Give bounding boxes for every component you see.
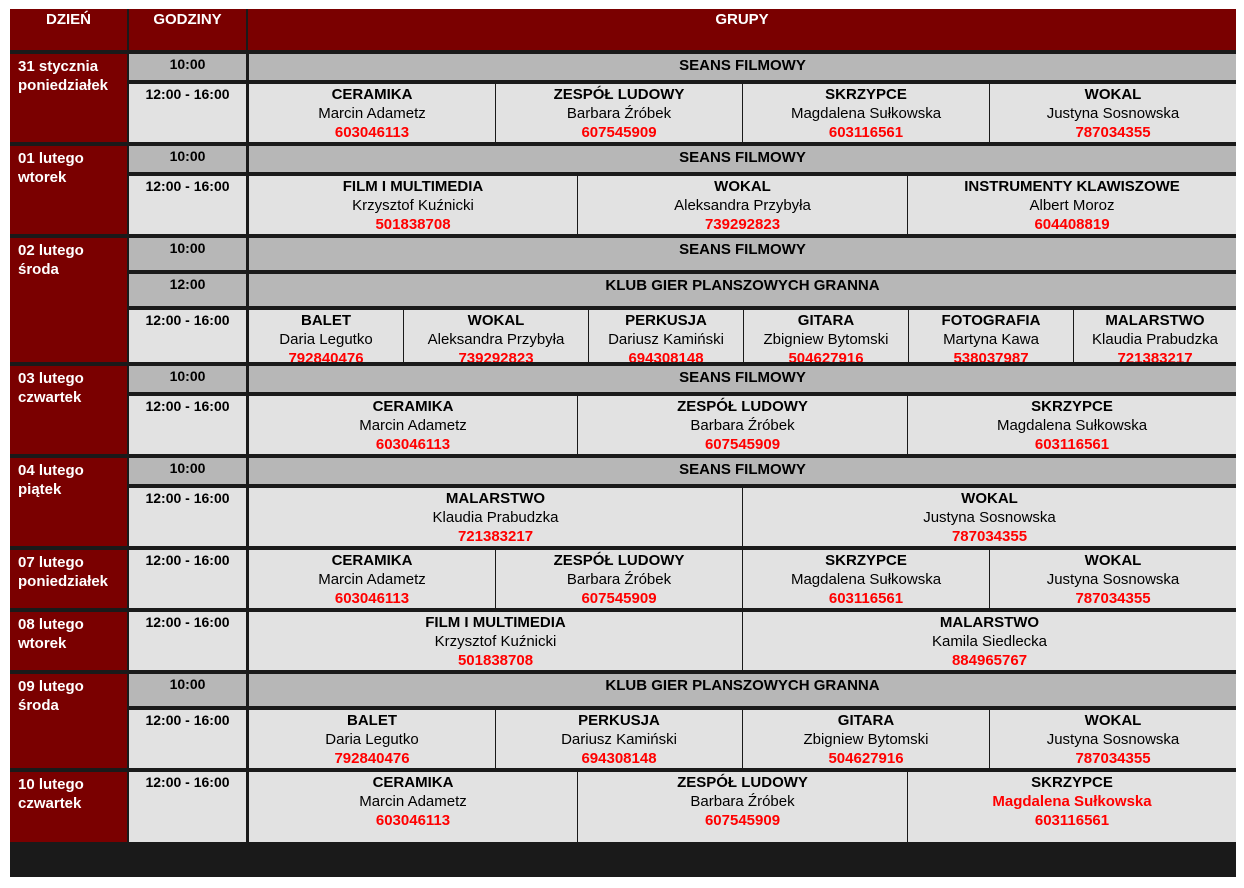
group-cell	[496, 550, 742, 608]
schedule-table	[10, 9, 1236, 877]
phone-number: 603116561	[828, 590, 904, 607]
instructor-name: Klaudia Prabudzka	[1092, 331, 1218, 348]
phone-number: 501838708	[375, 216, 451, 233]
instructor-name: Krzysztof Kuźnicki	[352, 197, 474, 214]
group-title: WOKAL	[714, 178, 771, 195]
day-date: 31 stycznia	[18, 58, 99, 75]
group-title: GITARA	[837, 712, 895, 729]
instructor-name: Daria Legutko	[279, 331, 373, 348]
phone-number: 603116561	[828, 124, 904, 141]
instructor-name: Zbigniew Bytomski	[803, 731, 929, 748]
day-cell	[10, 146, 127, 234]
instructor-name: Dariusz Kamiński	[561, 731, 677, 748]
time-cell: 10:00	[129, 366, 246, 392]
group-title: ZESPÓŁ LUDOWY	[553, 86, 685, 103]
event-full-row: SEANS FILMOWY	[249, 366, 1236, 392]
phone-number: 603046113	[375, 436, 451, 453]
day-cell	[10, 550, 127, 608]
day-date: 04 lutego	[18, 462, 84, 479]
day-cell	[10, 238, 127, 362]
group-cell	[908, 176, 1236, 234]
group-title: FILM I MULTIMEDIA	[342, 178, 484, 195]
time-cell: 10:00	[129, 458, 246, 484]
group-cell	[1074, 310, 1236, 362]
time-cell: 12:00 - 16:00	[129, 176, 246, 234]
group-cell	[909, 310, 1073, 362]
group-title: ZESPÓŁ LUDOWY	[677, 774, 808, 791]
phone-number: 603046113	[334, 590, 410, 607]
day-weekday: czwartek	[18, 795, 82, 812]
phone-number: 792840476	[288, 350, 364, 362]
time-cell: 10:00	[129, 54, 246, 80]
group-title: CERAMIKA	[331, 86, 413, 103]
group-cell	[249, 310, 403, 362]
group-cell	[249, 396, 577, 454]
phone-number: 604408819	[1034, 216, 1110, 233]
instructor-name: Aleksandra Przybyła	[427, 331, 565, 348]
group-cell	[249, 84, 495, 142]
group-cell	[990, 84, 1236, 142]
instructor-name: Barbara Źróbek	[566, 571, 672, 588]
phone-number: 884965767	[951, 652, 1028, 669]
group-cell	[249, 550, 495, 608]
instructor-name: Barbara Źróbek	[690, 793, 795, 810]
day-weekday: piątek	[18, 481, 62, 498]
group-cell	[249, 612, 742, 670]
instructor-name: Magdalena Sułkowska	[992, 793, 1152, 810]
group-cell	[249, 488, 742, 546]
group-title: SKRZYPCE	[1031, 398, 1113, 415]
group-title: SKRZYPCE	[1031, 774, 1113, 791]
phone-number: 721383217	[1117, 350, 1193, 362]
phone-number: 787034355	[1075, 750, 1151, 767]
group-cell	[743, 550, 989, 608]
group-title: MALARSTWO	[445, 490, 546, 507]
instructor-name: Martyna Kawa	[943, 331, 1039, 348]
group-cell	[908, 396, 1236, 454]
phone-number: 603046113	[375, 812, 451, 829]
phone-number: 694308148	[628, 350, 704, 362]
event-full-row: KLUB GIER PLANSZOWYCH GRANNA	[249, 674, 1236, 706]
group-cell	[743, 488, 1236, 546]
group-cell	[404, 310, 588, 362]
instructor-name: Magdalena Sułkowska	[790, 105, 942, 122]
group-cell	[744, 310, 908, 362]
time-cell: 10:00	[129, 674, 246, 706]
group-title: WOKAL	[1084, 552, 1142, 569]
group-title: ZESPÓŁ LUDOWY	[677, 398, 808, 415]
time-cell: 12:00 - 16:00	[129, 550, 246, 608]
time-cell: 12:00 - 16:00	[129, 488, 246, 546]
phone-number: 787034355	[1075, 590, 1151, 607]
instructor-name: Marcin Adametz	[318, 571, 426, 588]
instructor-name: Marcin Adametz	[359, 417, 467, 434]
instructor-name: Marcin Adametz	[359, 793, 467, 810]
phone-number: 787034355	[951, 528, 1028, 545]
group-title: WOKAL	[961, 490, 1018, 507]
phone-number: 504627916	[788, 350, 864, 362]
event-full-row: KLUB GIER PLANSZOWYCH GRANNA	[249, 274, 1236, 306]
day-weekday: poniedziałek	[18, 573, 109, 590]
day-weekday: środa	[18, 261, 59, 278]
time-cell: 12:00	[129, 274, 246, 306]
day-weekday: wtorek	[18, 635, 67, 652]
group-title: PERKUSJA	[578, 712, 660, 729]
group-title: CERAMIKA	[331, 552, 413, 569]
instructor-name: Justyna Sosnowska	[1046, 731, 1180, 748]
group-title: ZESPÓŁ LUDOWY	[553, 552, 685, 569]
instructor-name: Magdalena Sułkowska	[996, 417, 1148, 434]
instructor-name: Justyna Sosnowska	[1046, 571, 1180, 588]
day-date: 08 lutego	[18, 616, 84, 633]
phone-number: 603046113	[334, 124, 410, 141]
instructor-name: Dariusz Kamiński	[608, 331, 724, 348]
day-weekday: czwartek	[18, 389, 82, 406]
day-weekday: środa	[18, 697, 59, 714]
phone-number: 603116561	[1034, 436, 1110, 453]
group-title: CERAMIKA	[372, 398, 454, 415]
group-cell	[249, 710, 495, 768]
day-weekday: wtorek	[18, 169, 67, 186]
phone-number: 694308148	[581, 750, 657, 767]
phone-number: 603116561	[1034, 812, 1110, 829]
group-cell	[743, 710, 989, 768]
phone-number: 607545909	[704, 812, 781, 829]
phone-number: 739292823	[704, 216, 781, 233]
day-cell	[10, 366, 127, 454]
group-cell	[496, 84, 742, 142]
time-cell: 10:00	[129, 238, 246, 270]
day-date: 10 lutego	[18, 776, 84, 793]
header-day: DZIEŃ	[10, 9, 127, 50]
group-title: WOKAL	[1084, 86, 1142, 103]
day-date: 02 lutego	[18, 242, 84, 259]
phone-number: 501838708	[457, 652, 534, 669]
group-title: INSTRUMENTY KLAWISZOWE	[964, 178, 1180, 195]
event-full-row: SEANS FILMOWY	[249, 146, 1236, 172]
instructor-name: Magdalena Sułkowska	[790, 571, 942, 588]
group-title: WOKAL	[1084, 712, 1142, 729]
day-cell	[10, 772, 127, 842]
group-title: SKRZYPCE	[825, 552, 907, 569]
time-cell: 12:00 - 16:00	[129, 772, 246, 842]
time-cell: 10:00	[129, 146, 246, 172]
event-full-row: SEANS FILMOWY	[249, 458, 1236, 484]
event-full-row: SEANS FILMOWY	[249, 54, 1236, 80]
phone-number: 607545909	[581, 590, 657, 607]
group-cell	[908, 772, 1236, 842]
header-groups: GRUPY	[248, 9, 1236, 50]
day-date: 03 lutego	[18, 370, 84, 387]
instructor-name: Aleksandra Przybyła	[674, 197, 811, 214]
group-cell	[990, 710, 1236, 768]
day-weekday: poniedziałek	[18, 77, 109, 94]
group-title: BALET	[301, 312, 351, 329]
instructor-name: Daria Legutko	[325, 731, 419, 748]
instructor-name: Marcin Adametz	[318, 105, 426, 122]
phone-number: 792840476	[334, 750, 410, 767]
day-date: 09 lutego	[18, 678, 84, 695]
day-cell	[10, 612, 127, 670]
instructor-name: Krzysztof Kuźnicki	[434, 633, 557, 650]
group-title: WOKAL	[467, 312, 525, 329]
instructor-name: Zbigniew Bytomski	[763, 331, 889, 348]
phone-number: 739292823	[458, 350, 534, 362]
day-cell	[10, 54, 127, 142]
phone-number: 504627916	[828, 750, 904, 767]
day-cell	[10, 674, 127, 768]
group-title: FILM I MULTIMEDIA	[425, 614, 566, 631]
group-title: PERKUSJA	[625, 312, 707, 329]
instructor-name: Albert Moroz	[1029, 197, 1115, 214]
group-cell	[990, 550, 1236, 608]
group-cell	[743, 84, 989, 142]
day-cell	[10, 458, 127, 546]
group-cell	[578, 176, 907, 234]
instructor-name: Barbara Źróbek	[566, 105, 672, 122]
group-cell	[743, 612, 1236, 670]
time-cell: 12:00 - 16:00	[129, 310, 246, 362]
phone-number: 787034355	[1075, 124, 1151, 141]
instructor-name: Kamila Siedlecka	[931, 633, 1048, 650]
phone-number: 607545909	[704, 436, 781, 453]
header-hours: GODZINY	[129, 9, 246, 50]
day-date: 01 lutego	[18, 150, 84, 167]
phone-number: 721383217	[457, 528, 534, 545]
group-title: MALARSTWO	[1105, 312, 1205, 329]
group-title: MALARSTWO	[939, 614, 1040, 631]
time-cell: 12:00 - 16:00	[129, 84, 246, 142]
group-cell	[249, 176, 577, 234]
group-title: CERAMIKA	[372, 774, 454, 791]
time-cell: 12:00 - 16:00	[129, 710, 246, 768]
instructor-name: Barbara Źróbek	[690, 417, 795, 434]
time-cell: 12:00 - 16:00	[129, 396, 246, 454]
group-cell	[578, 396, 907, 454]
event-full-row: SEANS FILMOWY	[249, 238, 1236, 270]
phone-number: 538037987	[953, 350, 1029, 362]
phone-number: 607545909	[581, 124, 657, 141]
group-title: SKRZYPCE	[825, 86, 907, 103]
time-cell: 12:00 - 16:00	[129, 612, 246, 670]
group-title: GITARA	[797, 312, 855, 329]
day-date: 07 lutego	[18, 554, 84, 571]
group-title: BALET	[347, 712, 397, 729]
instructor-name: Klaudia Prabudzka	[432, 509, 559, 526]
instructor-name: Justyna Sosnowska	[923, 509, 1056, 526]
group-title: FOTOGRAFIA	[941, 312, 1041, 329]
instructor-name: Justyna Sosnowska	[1046, 105, 1180, 122]
group-cell	[496, 710, 742, 768]
group-cell	[578, 772, 907, 842]
group-cell	[589, 310, 743, 362]
group-cell	[249, 772, 577, 842]
